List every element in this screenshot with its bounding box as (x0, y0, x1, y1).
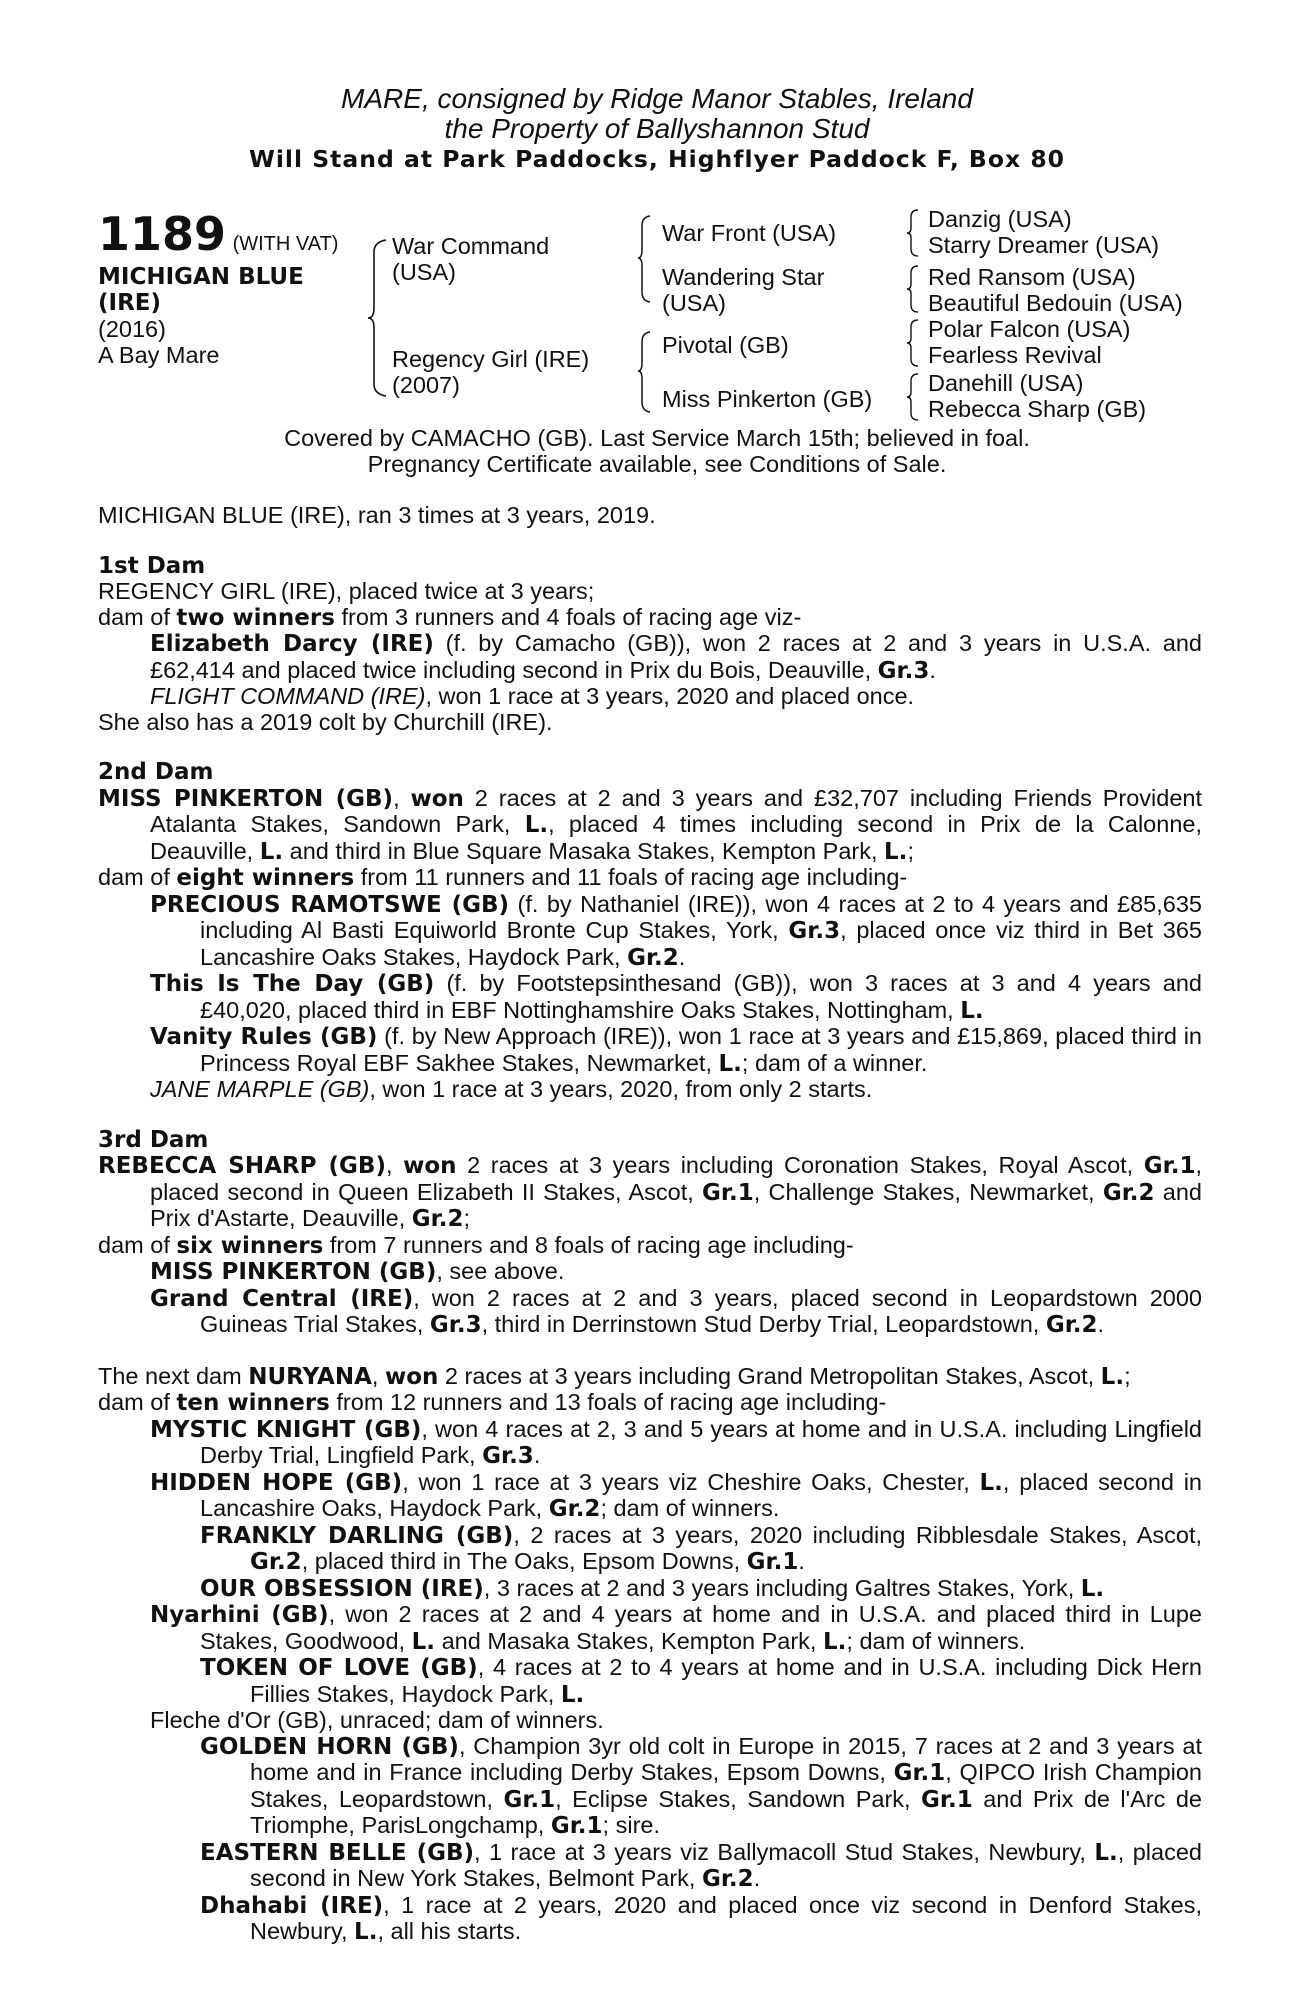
property-line: the Property of Ballyshannon Stud (444, 113, 870, 144)
third-dam-produce: dam of six winners from 7 runners and 8 foals of racing age including- (98, 1231, 854, 1259)
catalogue-body (98, 503, 1202, 1946)
pedigree-brace-4 (906, 208, 922, 258)
first-dam-heading: 1st Dam (98, 552, 206, 579)
third-dam-heading: 3rd Dam (98, 1126, 209, 1153)
sire-sire: War Front (USA) (662, 220, 837, 246)
horse-name: MICHIGAN BLUE (98, 264, 304, 290)
produce-entry: FLIGHT COMMAND (IRE), won 1 race at 3 years, 2020 and placed once. (150, 683, 915, 709)
produce-entry: JANE MARPLE (GB), won 1 race at 3 years, 2020, from only 2 starts. (150, 1076, 873, 1102)
pedigree-brace-5 (906, 264, 922, 314)
dds: Danehill (USA) (928, 370, 1084, 396)
dam-sire: Pivotal (GB) (662, 332, 789, 358)
third-dam-record: REBECCA SHARP (GB), won 2 races at 3 years including Coronation Stakes, Royal Ascot, Gr.1, placed second in Queen Elizabeth II Stakes, Ascot, Gr.1, Challenge Stakes, Newmarket, Gr.2 and Prix d'Astarte, Deauville, Gr.2; (98, 1152, 1203, 1232)
foaling-year: (2016) (98, 316, 166, 342)
produce-entry: Dhahabi (IRE), 1 race at 2 years, 2020 and placed once viz second in Denford Stakes, Newbury, L., all his starts. (200, 1891, 1202, 1945)
pedigree-brace-6 (906, 318, 922, 368)
sss: Danzig (USA) (928, 206, 1072, 232)
dsd: Fearless Revival (928, 342, 1102, 368)
consignor-line: MARE, consigned by Ridge Manor Stables, Ireland (341, 83, 973, 114)
pedigree-brace-1 (366, 238, 390, 398)
produce-entry: EASTERN BELLE (GB), 1 race at 3 years viz Ballymacoll Stud Stakes, Newbury, L., placed second in New York Stakes, Belmont Park, Gr.2. (200, 1838, 1202, 1892)
first-dam-line: REGENCY GIRL (IRE), placed twice at 3 years; (98, 578, 595, 604)
vat-note: (WITH VAT) (232, 233, 339, 255)
covering-note (0, 426, 1314, 477)
horse-country: (IRE) (98, 290, 162, 316)
sds: Red Ransom (USA) (928, 264, 1136, 290)
produce-entry: MYSTIC KNIGHT (GB), won 4 races at 2, 3 and 5 years at home and in U.S.A. including Lingfield Derby Trial, Lingfield Park, Gr.3. (150, 1415, 1202, 1469)
second-dam-record: MISS PINKERTON (GB), won 2 races at 2 and 3 years and £32,707 including Friends Provident Atalanta Stakes, Sandown Park, L., placed 4 times including second in Prix de la Calonne, Deauville, L. and third in Blue Square Masaka Stakes, Kempton Park, L.; (98, 784, 1202, 865)
ddd: Rebecca Sharp (GB) (928, 396, 1147, 422)
lot-number: 1189 (98, 207, 227, 261)
lot-info (98, 207, 339, 261)
ssd: Starry Dreamer (USA) (928, 232, 1160, 258)
sdd: Beautiful Bedouin (USA) (928, 290, 1183, 316)
produce-entry: Nyarhini (GB), won 2 races at 2 and 4 years at home and in U.S.A. and placed third in Lupe Stakes, Goodwood, L. and Masaka Stakes, Kempton Park, L.; dam of winners. (150, 1601, 1202, 1655)
pregnancy-line: Pregnancy Certificate available, see Conditions of Sale. (367, 450, 947, 477)
next-dam-produce: dam of ten winners from 12 runners and 13 foals of racing age including- (98, 1389, 887, 1416)
sire: War Command (392, 233, 550, 259)
race-record: MICHIGAN BLUE (IRE), ran 3 times at 3 years, 2019. (98, 502, 656, 528)
produce-entry: GOLDEN HORN (GB), Champion 3yr old colt in Europe in 2015, 7 races at 2 and 3 years at home and in France including Derby Stakes, Epsom Downs, Gr.1, QIPCO Irish Champion Stakes, Leopardstown, Gr.1, Eclipse Stakes, Sandown Park, Gr.1 and Prix de l'Arc de Triomphe, ParisLongchamp, Gr.1; sire. (200, 1732, 1203, 1839)
produce-entry: This Is The Day (GB) (f. by Footstepsinthesand (GB)), won 3 races at 3 and 4 years and £40,020, placed third in EBF Nottinghamshire Oaks Stakes, Nottingham, L. (150, 970, 1203, 1024)
sire-dam: Wandering Star (662, 264, 825, 290)
pedigree-brace-7 (906, 372, 922, 422)
second-dam-produce: dam of eight winners from 11 runners and 11 foals of racing age including- (98, 864, 908, 891)
produce-entry: Grand Central (IRE), won 2 races at 2 and 3 years, placed second in Leopardstown 2000 Guineas Trial Stakes, Gr.3, third in Derrinstown Stud Derby Trial, Leopardstown, Gr.2. (150, 1284, 1202, 1338)
dam-year: (2007) (392, 372, 460, 398)
covering-line: Covered by CAMACHO (GB). Last Service March 15th; believed in foal. (284, 425, 1030, 451)
sire-country: (USA) (392, 259, 456, 285)
produce-entry: MISS PINKERTON (GB), see above. (150, 1258, 565, 1285)
next-dam-record: The next dam NURYANA, won 2 races at 3 years including Grand Metropolitan Stakes, Ascot, L.; (98, 1362, 1131, 1390)
dam: Regency Girl (IRE) (392, 346, 590, 372)
produce-entry: OUR OBSESSION (IRE), 3 races at 2 and 3 years including Galtres Stakes, York, L. (200, 1574, 1105, 1602)
pedigree-brace-2 (636, 214, 654, 304)
produce-entry: Vanity Rules (GB) (f. by New Approach (IRE)), won 1 race at 3 years and £15,869, placed third in Princess Royal EBF Sakhee Stakes, Newmarket, L.; dam of a winner. (150, 1023, 1202, 1077)
sire-dam-country: (USA) (662, 290, 726, 316)
produce-entry: HIDDEN HOPE (GB), won 1 race at 3 years viz Cheshire Oaks, Chester, L., placed second in Lancashire Oaks, Haydock Park, Gr.2; dam of winners. (150, 1468, 1202, 1522)
produce-entry: FRANKLY DARLING (GB), 2 races at 3 years, 2020 including Ribblesdale Stakes, Ascot, Gr.2, placed third in The Oaks, Epsom Downs, Gr.1. (200, 1521, 1202, 1575)
second-dam-heading: 2nd Dam (98, 759, 214, 785)
stabling-line: Will Stand at Park Paddocks, Highflyer Paddock F, Box 80 (248, 145, 1066, 173)
produce-entry: TOKEN OF LOVE (GB), 4 races at 2 to 4 years at home and in U.S.A. including Dick Hern Fillies Stakes, Haydock Park, L. (200, 1654, 1203, 1708)
produce-entry: PRECIOUS RAMOTSWE (GB) (f. by Nathaniel (IRE)), won 4 races at 2 to 4 years and £85,635 including Al Basti Equiworld Bronte Cup Stakes, York, Gr.3, placed once viz third in Bet 365 Lancashire Oaks Stakes, Haydock Park, Gr.2. (150, 890, 1202, 971)
pedigree-brace-3 (636, 330, 654, 414)
dam-dam: Miss Pinkerton (GB) (662, 386, 873, 412)
first-dam-foal-note: She also has a 2019 colt by Churchill (IRE). (98, 708, 553, 735)
horse-description: A Bay Mare (98, 342, 220, 368)
first-dam-produce: dam of two winners from 3 runners and 4 foals of racing age viz- (98, 603, 802, 631)
catalogue-header (0, 84, 1314, 174)
produce-entry: Fleche d'Or (GB), unraced; dam of winners. (150, 1707, 604, 1733)
dss: Polar Falcon (USA) (928, 316, 1131, 342)
produce-entry: Elizabeth Darcy (IRE) (f. by Camacho (GB)), won 2 races at 2 and 3 years in U.S.A. and £62,414 and placed twice including second in Prix du Bois, Deauville, Gr.3. (150, 630, 1203, 684)
